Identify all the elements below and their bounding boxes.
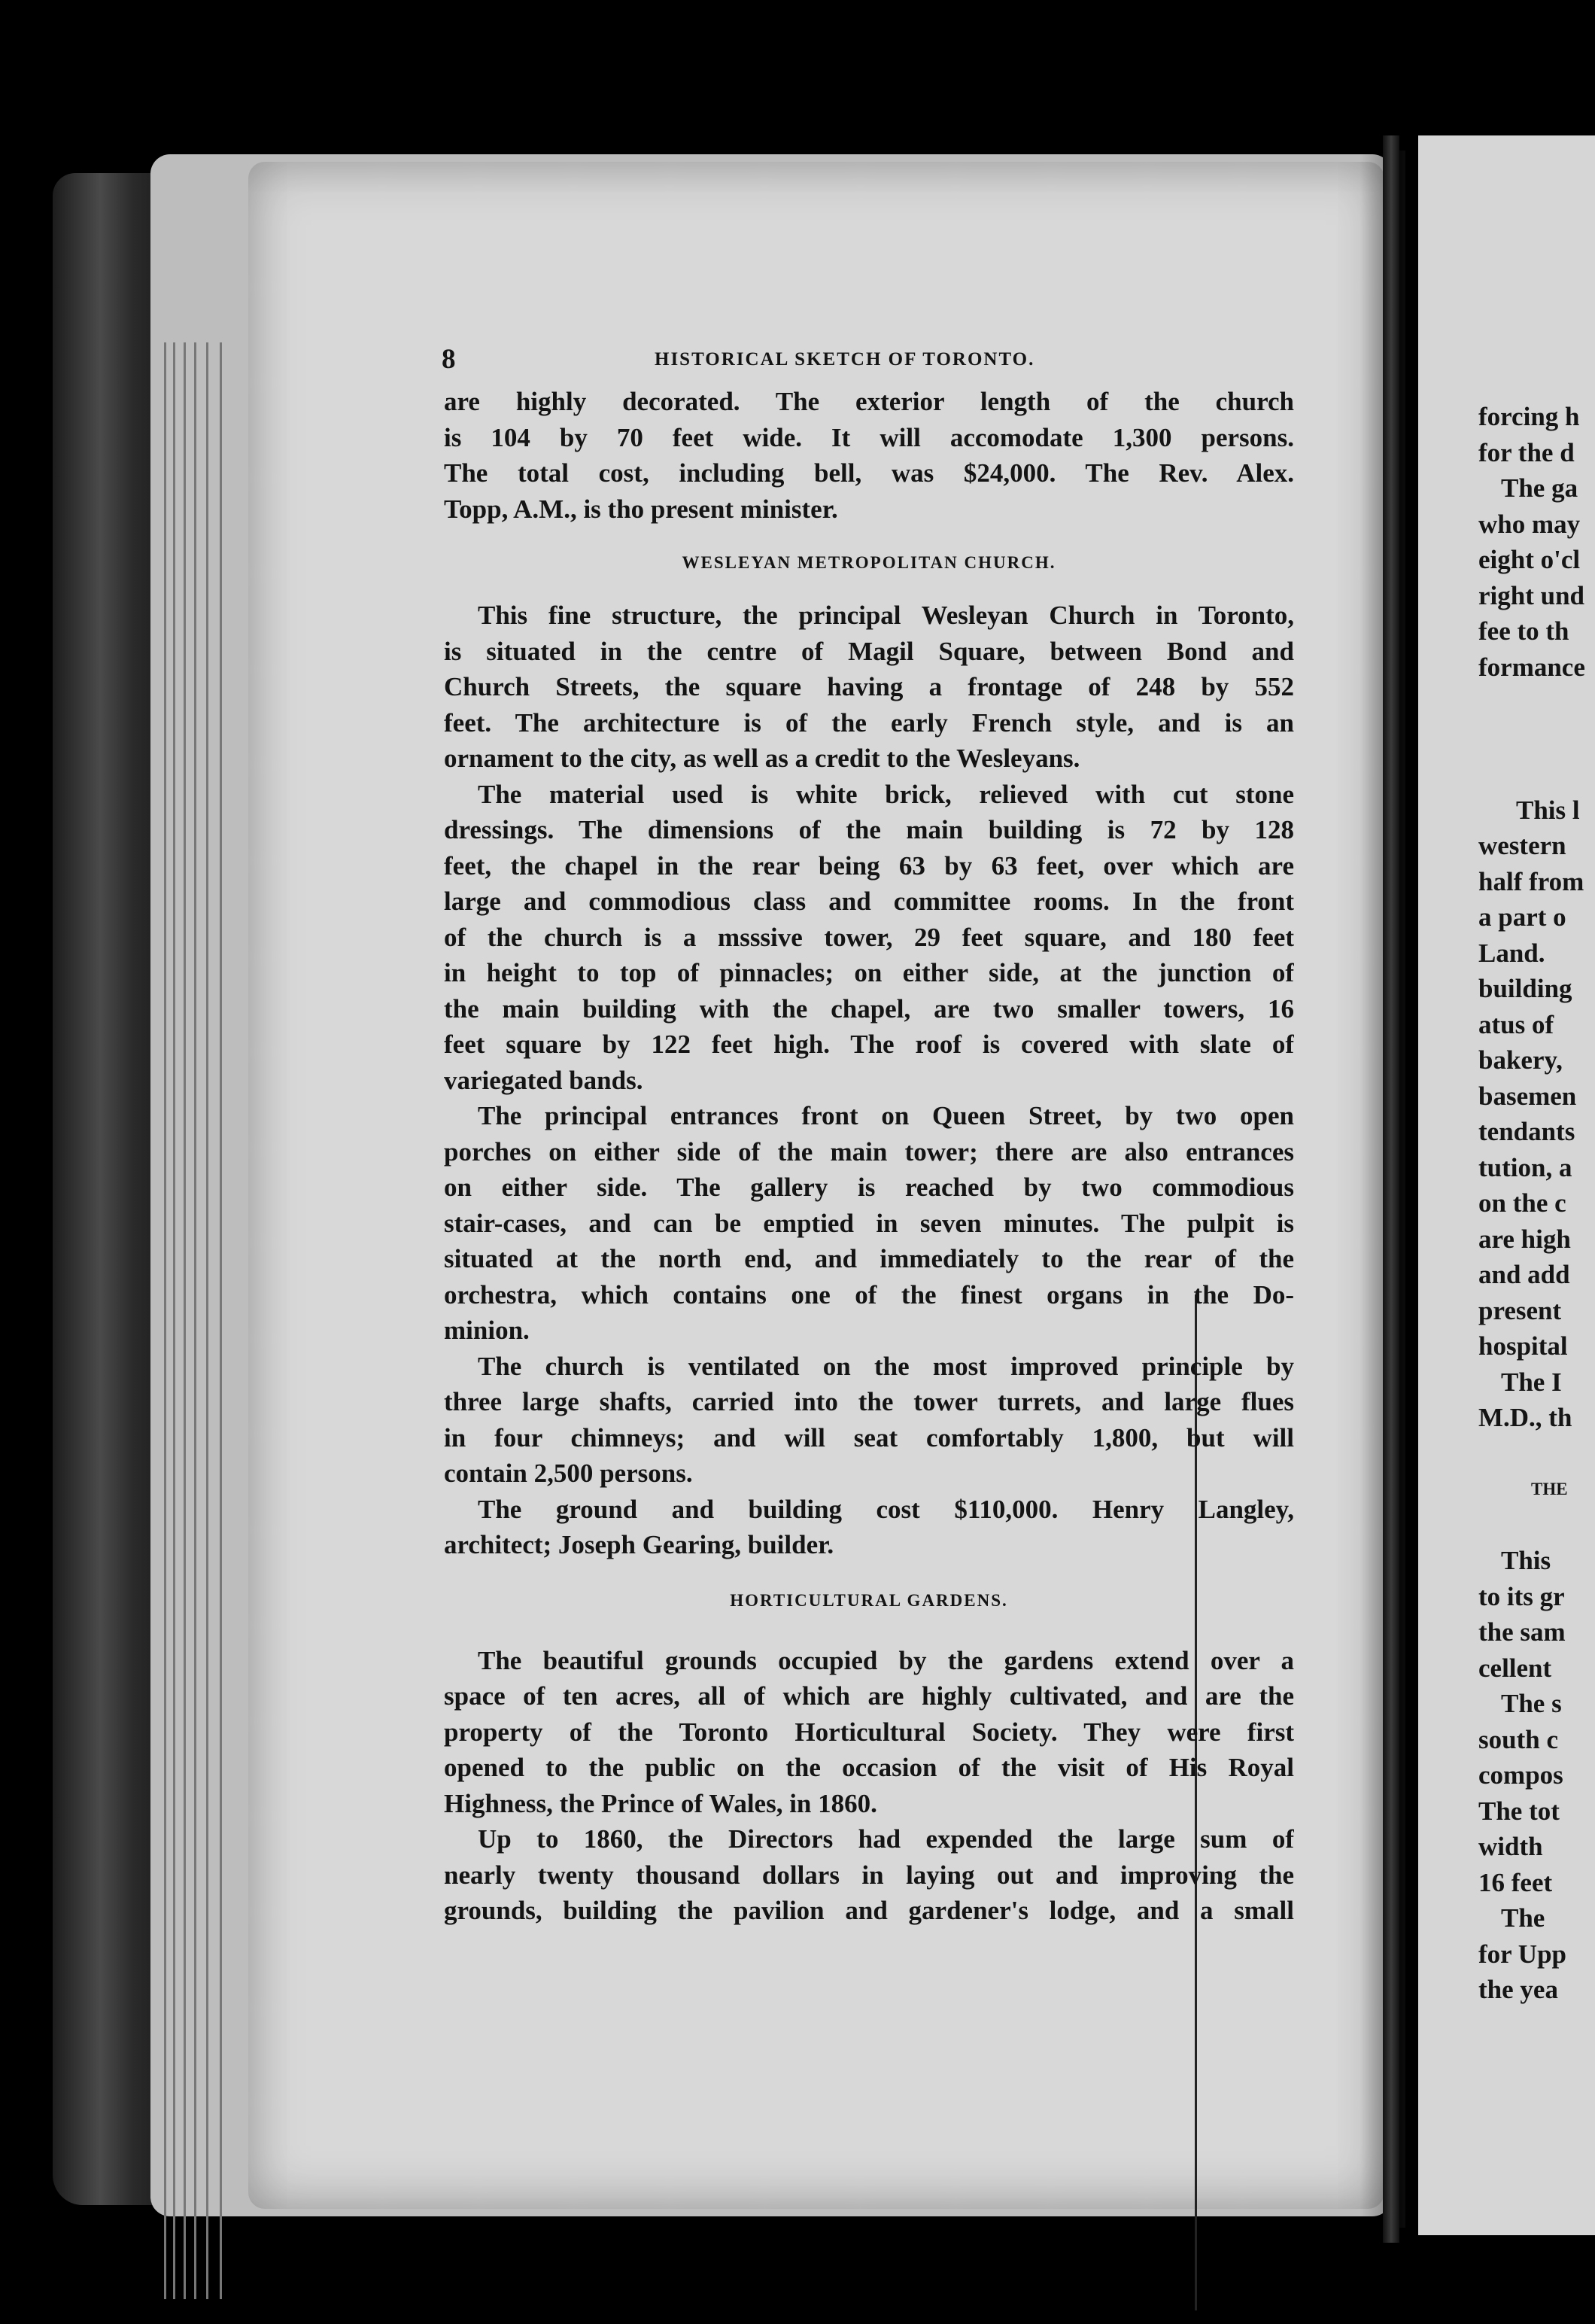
text-line: is 104 by 70 feet wide. It will accomodate 1,300 persons. — [444, 422, 1294, 452]
text-line: a part o — [1478, 902, 1566, 932]
text-line — [1478, 756, 1595, 792]
paragraph — [444, 598, 1294, 777]
text-line: The material used is white brick, relieved with cut stone — [478, 779, 1294, 809]
paragraph — [444, 777, 1294, 1099]
text-line: is situated in the centre of Magil Square, between Bond and — [444, 636, 1294, 666]
book-gutter — [1383, 135, 1399, 2243]
text-line: space of ten acres, all of which are highly cultivated, and are the — [444, 1681, 1294, 1711]
facing-page-text — [1478, 399, 1595, 2008]
page-content — [444, 339, 1294, 1929]
text-line: for Upp — [1478, 1939, 1567, 1969]
paragraph — [444, 1492, 1294, 1563]
text-line: cellent — [1478, 1653, 1552, 1683]
text-line: THE — [1531, 1480, 1568, 1498]
text-line: The principal entrances front on Queen Street, by two open — [478, 1101, 1294, 1130]
text-line: feet. The architecture is of the early French style, and is an — [444, 707, 1294, 738]
text-line: who may — [1478, 509, 1581, 539]
section-heading: WESLEYAN METROPOLITAN CHURCH. — [682, 553, 1056, 572]
text-line: compos — [1478, 1760, 1563, 1790]
text-line: are high — [1478, 1224, 1571, 1254]
text-line: of the church is a msssive tower, 29 feet square, and 180 feet — [444, 922, 1294, 952]
text-line: bakery, — [1478, 1045, 1563, 1075]
text-line: M.D., th — [1478, 1403, 1572, 1432]
text-line: tution, a — [1478, 1152, 1572, 1182]
text-line: contain 2,500 persons. — [444, 1459, 693, 1488]
text-line: The beautiful grounds occupied by the gardens extend over a — [478, 1645, 1294, 1675]
text-line: The tot — [1478, 1796, 1560, 1826]
text-line: The church is ventilated on the most improved principle by — [478, 1351, 1294, 1381]
running-title: HISTORICAL SKETCH OF TORONTO. — [655, 349, 1035, 370]
text-line: atus of — [1478, 1009, 1554, 1039]
text-line: the sam — [1478, 1617, 1566, 1647]
text-line: Highness, the Prince of Wales, in 1860. — [444, 1788, 877, 1818]
text-line: present — [1478, 1295, 1562, 1325]
text-line: The total cost, including bell, was $24,000. The Rev. Alex. — [444, 458, 1294, 488]
text-line: This — [1501, 1546, 1551, 1575]
text-line — [1478, 1507, 1595, 1544]
leaf-edge — [220, 342, 222, 2299]
text-line: opened to the public on the occasion of the visit of His Royal — [444, 1753, 1294, 1782]
text-line: feet square by 122 feet high. The roof is covered with slate of — [444, 1030, 1294, 1059]
text-line: grounds, building the pavilion and gardener's lodge, and a small — [444, 1896, 1294, 1925]
text-line: The ground and building cost $110,000. Henry Langley, — [478, 1494, 1294, 1524]
text-line: feet, the chapel in the rear being 63 by 63 feet, over which are — [444, 850, 1294, 881]
text-line: right und — [1478, 580, 1585, 610]
text-line: tendants — [1478, 1117, 1575, 1146]
paragraph — [444, 1098, 1294, 1349]
leaf-edge — [173, 342, 175, 2299]
leaf-edge — [164, 342, 166, 2299]
intro-paragraph — [444, 384, 1294, 527]
text-line: Land. — [1478, 938, 1545, 968]
paragraph — [444, 1821, 1294, 1929]
text-line: the yea — [1478, 1975, 1558, 2004]
leaf-edge — [194, 342, 196, 2299]
text-line: on the c — [1478, 1188, 1566, 1218]
text-line: hospital — [1478, 1331, 1568, 1361]
text-line — [1478, 1436, 1595, 1472]
text-line: This fine structure, the principal Wesleyan Church in Toronto, — [478, 601, 1294, 630]
text-line: to its gr — [1478, 1581, 1565, 1611]
text-line: three large shafts, carried into the tower turrets, and large flues — [444, 1387, 1294, 1416]
text-line: are highly decorated. The exterior length of the church — [444, 387, 1294, 416]
text-line: variegated bands. — [444, 1065, 643, 1095]
page-number: 8 — [442, 344, 456, 375]
text-line: dressings. The dimensions of the main building is 72 by 128 — [444, 815, 1294, 844]
text-line: ornament to the city, as well as a credit to the Wesleyans. — [444, 744, 1080, 773]
text-line: eight o'cl — [1478, 545, 1581, 574]
leaf-edge — [184, 342, 186, 2299]
text-line: large and commodious class and committee rooms. In the front — [444, 887, 1294, 916]
text-line: on either side. The gallery is reached by two commodious — [444, 1173, 1294, 1202]
text-line: stair-cases, and can be emptied in seven minutes. The pulpit is — [444, 1208, 1294, 1238]
text-line: and add — [1478, 1260, 1570, 1289]
text-line: for the d — [1478, 437, 1575, 467]
text-line: formance — [1478, 652, 1585, 682]
text-line: The I — [1501, 1367, 1562, 1397]
section-heading: HORTICULTURAL GARDENS. — [730, 1590, 1008, 1610]
text-line: the main building with the chapel, are two smaller towers, 16 — [444, 993, 1294, 1024]
text-line: The ga — [1501, 473, 1578, 503]
text-line: building — [1478, 974, 1572, 1003]
running-head — [444, 339, 1294, 384]
text-line: architect; Joseph Gearing, builder. — [444, 1530, 834, 1559]
text-line: western — [1478, 831, 1566, 860]
text-line: porches on either side of the main tower; there are also entrances — [444, 1136, 1294, 1167]
text-line: The s — [1501, 1689, 1562, 1718]
text-line: south c — [1478, 1724, 1558, 1754]
text-line: Topp, A.M., is tho present minister. — [444, 494, 838, 524]
text-line: Church Streets, the square having a frontage of 248 by 552 — [444, 672, 1294, 701]
text-line: orchestra, which contains one of the finest organs in the Do- — [444, 1279, 1294, 1310]
text-line: This l — [1516, 795, 1580, 825]
text-line: property of the Toronto Horticultural Society. They were first — [444, 1717, 1294, 1747]
text-line: width — [1478, 1832, 1543, 1861]
text-line: The — [1501, 1903, 1545, 1933]
text-line: minion. — [444, 1316, 530, 1345]
text-line: Up to 1860, the Directors had expended the large sum of — [478, 1824, 1294, 1854]
text-line: forcing h — [1478, 402, 1580, 431]
text-line: nearly twenty thousand dollars in laying out and improving the — [444, 1860, 1294, 1890]
text-line: situated at the north end, and immediately to the rear of the — [444, 1244, 1294, 1273]
paragraph — [444, 1349, 1294, 1492]
text-line: 16 feet — [1478, 1867, 1553, 1897]
text-line — [1478, 685, 1595, 721]
text-line — [1478, 721, 1595, 757]
text-line: half from — [1478, 866, 1584, 896]
paragraph — [444, 1643, 1294, 1822]
text-line: basemen — [1478, 1081, 1577, 1111]
leaf-edge — [206, 342, 208, 2299]
text-line: fee to th — [1478, 616, 1569, 646]
text-line: in four chimneys; and will seat comfortably 1,800, but will — [444, 1422, 1294, 1452]
text-line: in height to top of pinnacles; on either side, at the junction of — [444, 958, 1294, 987]
